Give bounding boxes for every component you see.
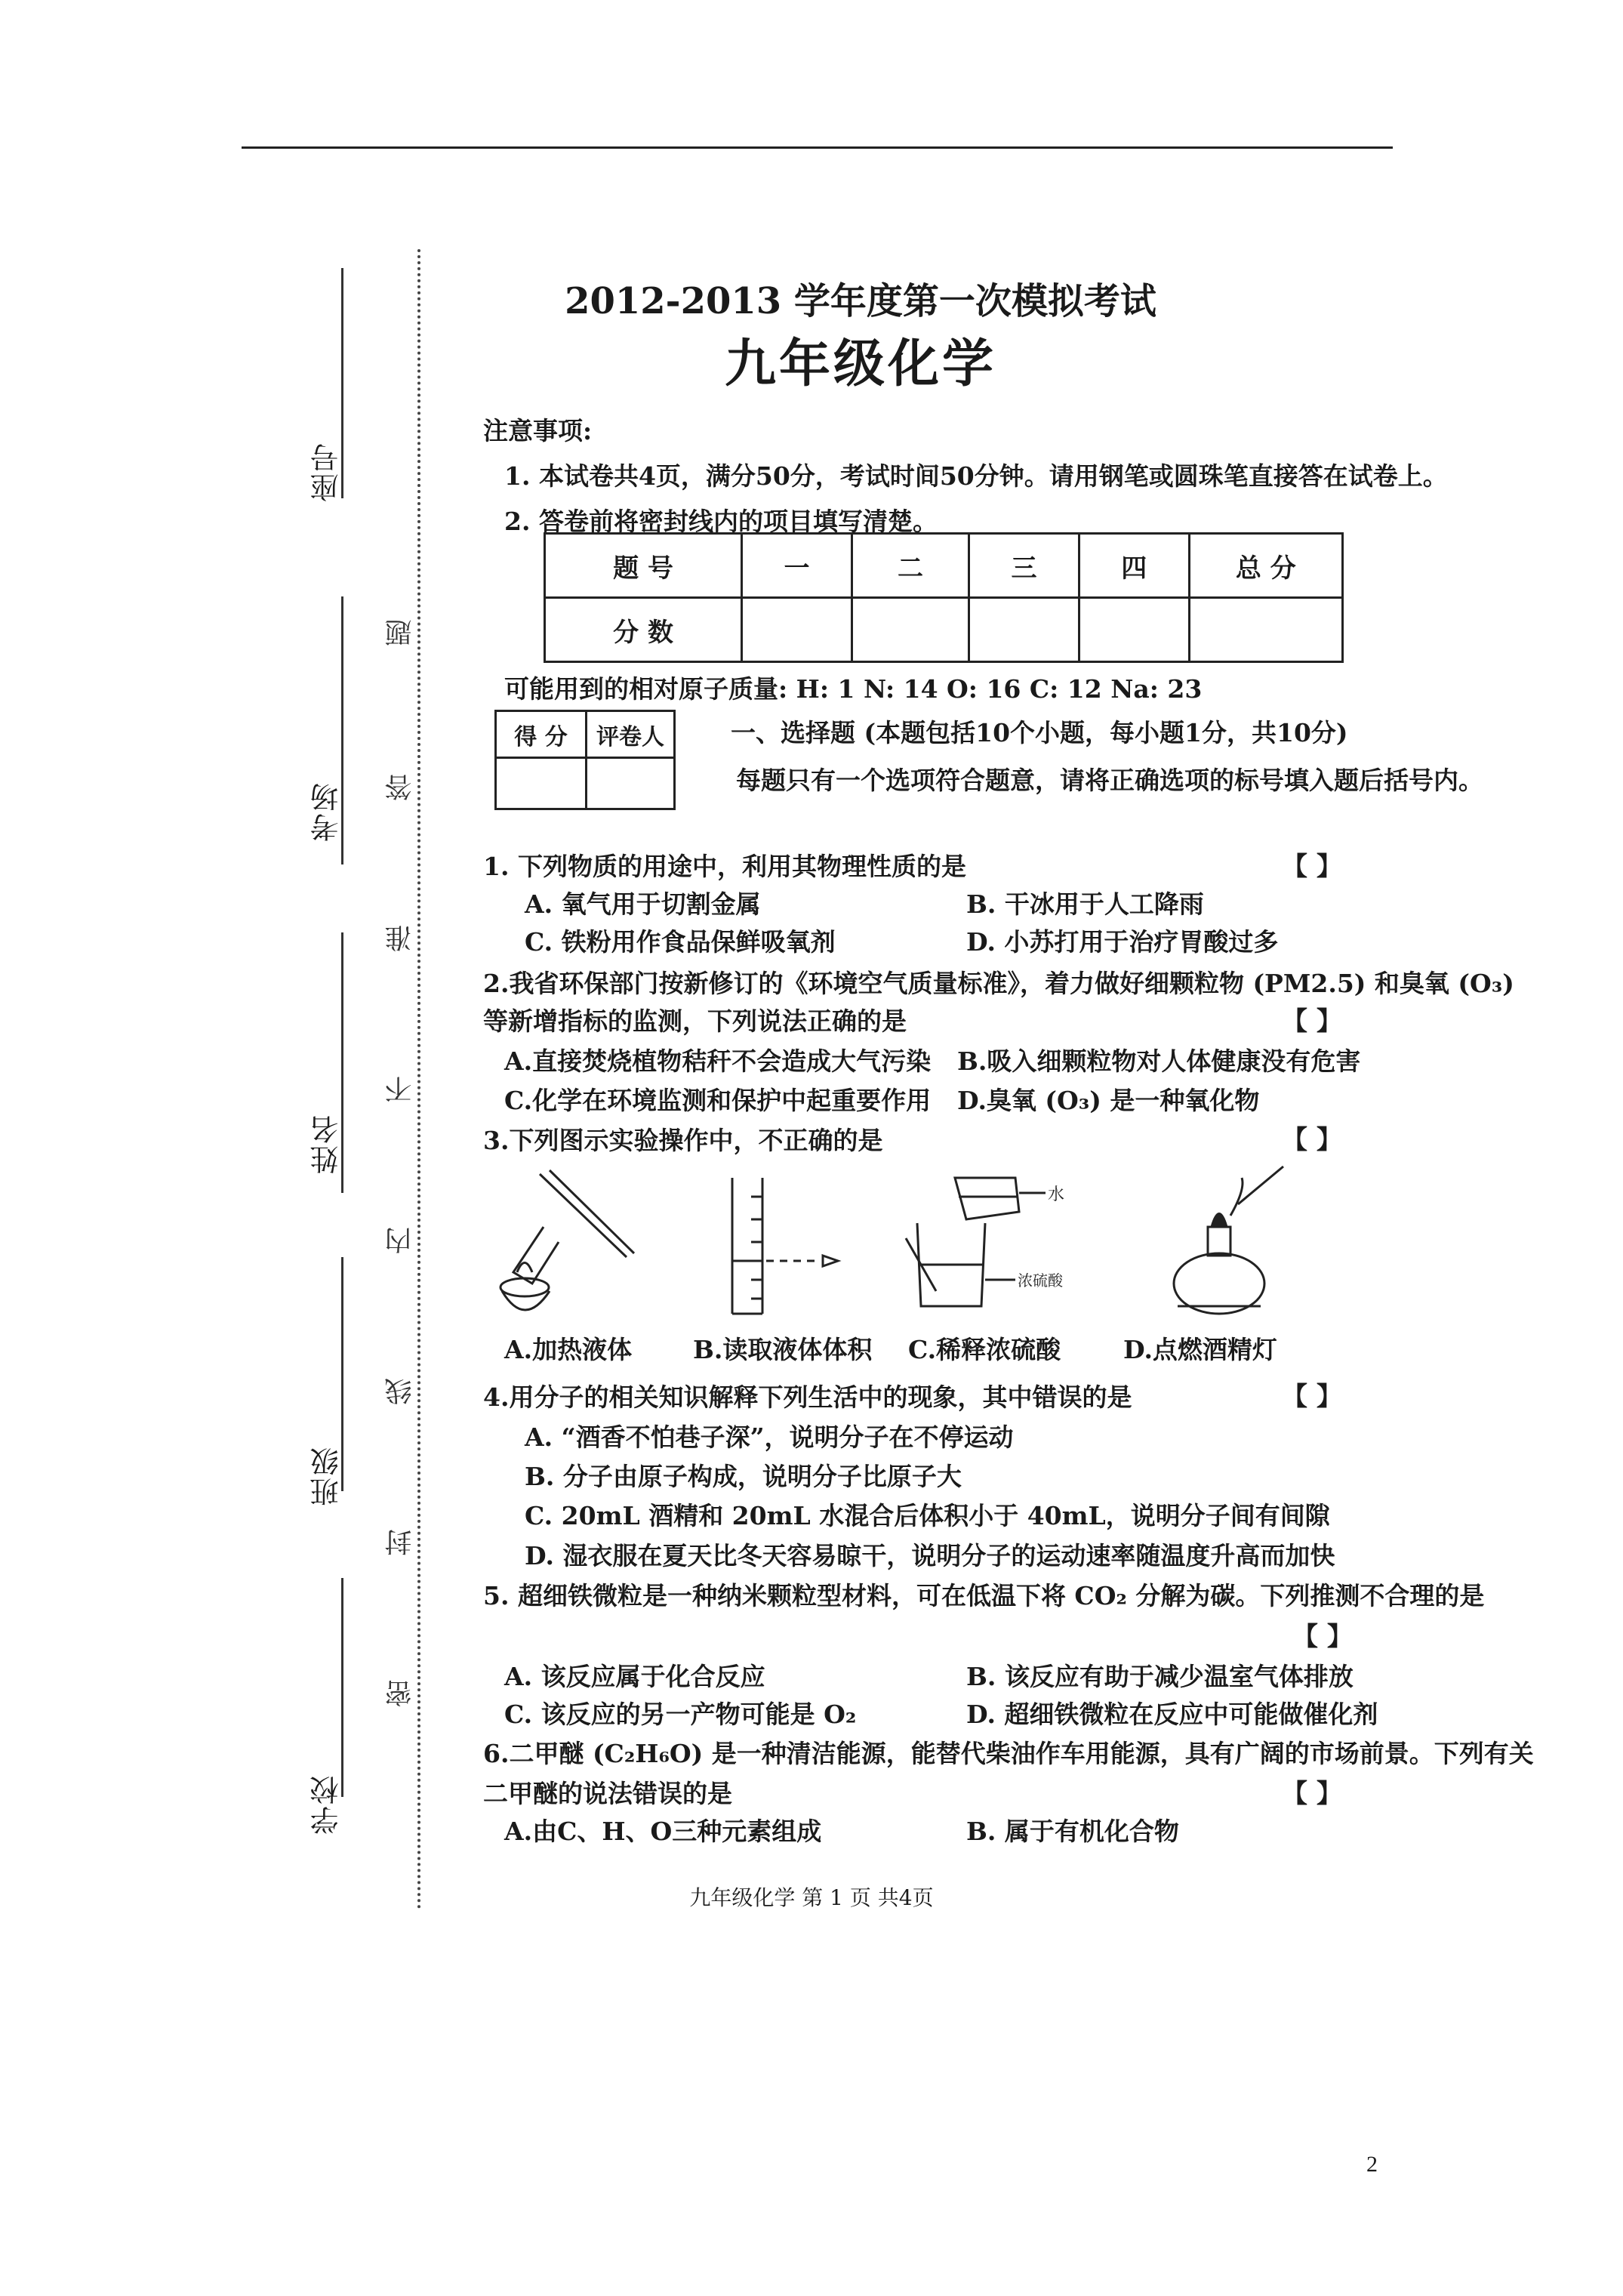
exam-title: 2012-2013 学年度第一次模拟考试 <box>565 280 1156 322</box>
score-table-header-4: 四 <box>1079 534 1189 598</box>
score-table <box>544 532 1344 663</box>
q5-option-c: C. 该反应的另一产物可能是 O₂ <box>504 1700 857 1729</box>
q1-answer-bracket[interactable]: 【 】 <box>1282 852 1342 882</box>
score-cell-1[interactable] <box>742 598 852 662</box>
alcohol-lamp-diagram <box>1174 1166 1283 1314</box>
seat-number-label: 座号 <box>310 442 343 502</box>
q4-option-a: A. “酒香不怕巷子深”，说明分子在不停运动 <box>525 1422 1014 1452</box>
seal-char-feng: 封 <box>385 1529 416 1556</box>
seal-char-xian: 线 <box>385 1378 416 1405</box>
score-cell-4[interactable] <box>1079 598 1189 662</box>
notice-item-2: 2. 答卷前将密封线内的项目填写清楚。 <box>504 507 938 536</box>
subject-title: 九年级化学 <box>724 334 996 394</box>
seal-char-da: 答 <box>385 774 416 801</box>
q2-stem-line1: 2.我省环保部门按新修订的《环境空气质量标准》，着力做好细颗粒物 (PM2.5) 和臭氧 (O₃) <box>483 969 1514 998</box>
score-table-header-3: 三 <box>969 534 1079 598</box>
q4-option-b: B. 分子由原子构成，说明分子比原子大 <box>525 1462 962 1491</box>
q3-diagrams <box>483 1159 1389 1321</box>
q5-option-d: D. 超细铁微粒在反应中可能做催化剂 <box>966 1700 1378 1729</box>
q5-option-a: A. 该反应属于化合反应 <box>504 1662 765 1691</box>
q4-option-c: C. 20mL 酒精和 20mL 水混合后体积小于 40mL，说明分子间有间隙 <box>525 1501 1330 1530</box>
q2-option-b: B.吸入细颗粒物对人体健康没有危害 <box>957 1046 1361 1076</box>
water-label: 水 <box>1048 1185 1065 1204</box>
q3-option-c: C.稀释浓硫酸 <box>908 1335 1061 1364</box>
q1-option-a: A. 氧气用于切割金属 <box>525 889 761 919</box>
score-table-header-total: 总 分 <box>1189 534 1342 598</box>
q2-answer-bracket[interactable]: 【 】 <box>1282 1006 1342 1037</box>
q3-option-b: B.读取液体体积 <box>693 1335 873 1364</box>
q2-stem-line2: 等新增指标的监测，下列说法正确的是 <box>483 1006 907 1036</box>
score-cell-2[interactable] <box>852 598 969 662</box>
seal-char-zhun: 准 <box>385 925 416 952</box>
seal-char-ti: 题 <box>385 619 416 646</box>
grader-name-label: 评卷人 <box>587 711 675 758</box>
seal-char-mi: 密 <box>385 1680 416 1707</box>
q6-stem-line1: 6.二甲醚 (C₂H₆O) 是一种清洁能源，能替代柴油作车用能源，具有广阔的市场前景。下列有关 <box>483 1739 1534 1768</box>
seal-char-bu: 不 <box>385 1076 416 1103</box>
q6-answer-bracket[interactable]: 【 】 <box>1282 1779 1342 1809</box>
seal-char-nei: 内 <box>385 1227 416 1254</box>
school-label: 学校 <box>310 1774 343 1835</box>
grader-box <box>494 710 676 810</box>
q2-option-a: A.直接焚烧植物秸秆不会造成大气污染 <box>504 1046 932 1076</box>
score-table-header-label: 题 号 <box>545 534 742 598</box>
q2-option-d: D.臭氧 (O₃) 是一种氧化物 <box>957 1086 1260 1115</box>
q5-option-b: B. 该反应有助于减少温室气体排放 <box>966 1662 1354 1691</box>
q3-option-d: D.点燃酒精灯 <box>1123 1335 1277 1364</box>
q5-stem: 5. 超细铁微粒是一种纳米颗粒型材料，可在低温下将 CO₂ 分解为碳。下列推测不合理的是 <box>483 1581 1485 1610</box>
score-table-header-2: 二 <box>852 534 969 598</box>
name-label: 姓名 <box>310 1114 343 1174</box>
section1-instruction: 每题只有一个选项符合题意，请将正确选项的标号填入题后括号内。 <box>736 766 1483 795</box>
page-number: 2 <box>1366 2152 1378 2177</box>
q6-option-b: B. 属于有机化合物 <box>966 1817 1179 1846</box>
school-line <box>341 1578 343 1797</box>
q3-stem: 3.下列图示实验操作中，不正确的是 <box>483 1126 883 1155</box>
q4-stem: 4.用分子的相关知识解释下列生活中的现象，其中错误的是 <box>483 1382 1132 1412</box>
diluting-acid-diagram <box>906 1178 1064 1306</box>
score-table-header-1: 一 <box>742 534 852 598</box>
notice-heading: 注意事项: <box>483 416 593 445</box>
q1-option-b: B. 干冰用于人工降雨 <box>966 889 1204 919</box>
acid-label: 浓硫酸 <box>1018 1271 1063 1290</box>
score-cell-total[interactable] <box>1189 598 1342 662</box>
grader-score-cell[interactable] <box>496 758 587 809</box>
q4-answer-bracket[interactable]: 【 】 <box>1282 1382 1342 1412</box>
page-footer: 九年级化学 第 1 页 共4页 <box>689 1885 934 1910</box>
q6-option-a: A.由C、H、O三种元素组成 <box>504 1817 822 1846</box>
q2-option-c: C.化学在环境监测和保护中起重要作用 <box>504 1086 932 1115</box>
atomic-mass-line: 可能用到的相对原子质量: H: 1 N: 14 O: 16 C: 12 Na: 23 <box>504 674 1203 704</box>
q6-stem-line2: 二甲醚的说法错误的是 <box>483 1779 732 1808</box>
exam-room-label: 考场 <box>310 781 343 842</box>
class-label: 班级 <box>310 1446 343 1506</box>
grader-name-cell[interactable] <box>587 758 675 809</box>
q1-stem: 1. 下列物质的用途中，利用其物理性质的是 <box>483 852 966 881</box>
q3-answer-bracket[interactable]: 【 】 <box>1282 1125 1342 1155</box>
notice-item-1: 1. 本试卷共4页，满分50分，考试时间50分钟。请用钢笔或圆珠笔直接答在试卷上。 <box>504 461 1448 491</box>
top-rule <box>242 146 1393 149</box>
q1-option-d: D. 小苏打用于治疗胃酸过多 <box>966 927 1279 957</box>
q4-option-d: D. 湿衣服在夏天比冬天容易晾干，说明分子的运动速率随温度升高而加快 <box>525 1541 1335 1570</box>
q3-option-a: A.加热液体 <box>504 1335 633 1364</box>
score-table-row-label: 分 数 <box>545 598 742 662</box>
score-cell-3[interactable] <box>969 598 1079 662</box>
q1-option-c: C. 铁粉用作食品保鲜吸氧剂 <box>525 927 836 957</box>
reading-volume-diagram <box>732 1178 838 1314</box>
heating-liquid-diagram <box>500 1170 634 1310</box>
section1-title: 一、选择题 (本题包括10个小题，每小题1分，共10分) <box>731 718 1348 747</box>
grader-score-label: 得 分 <box>496 711 587 758</box>
q5-answer-bracket[interactable]: 【 】 <box>1292 1622 1353 1652</box>
